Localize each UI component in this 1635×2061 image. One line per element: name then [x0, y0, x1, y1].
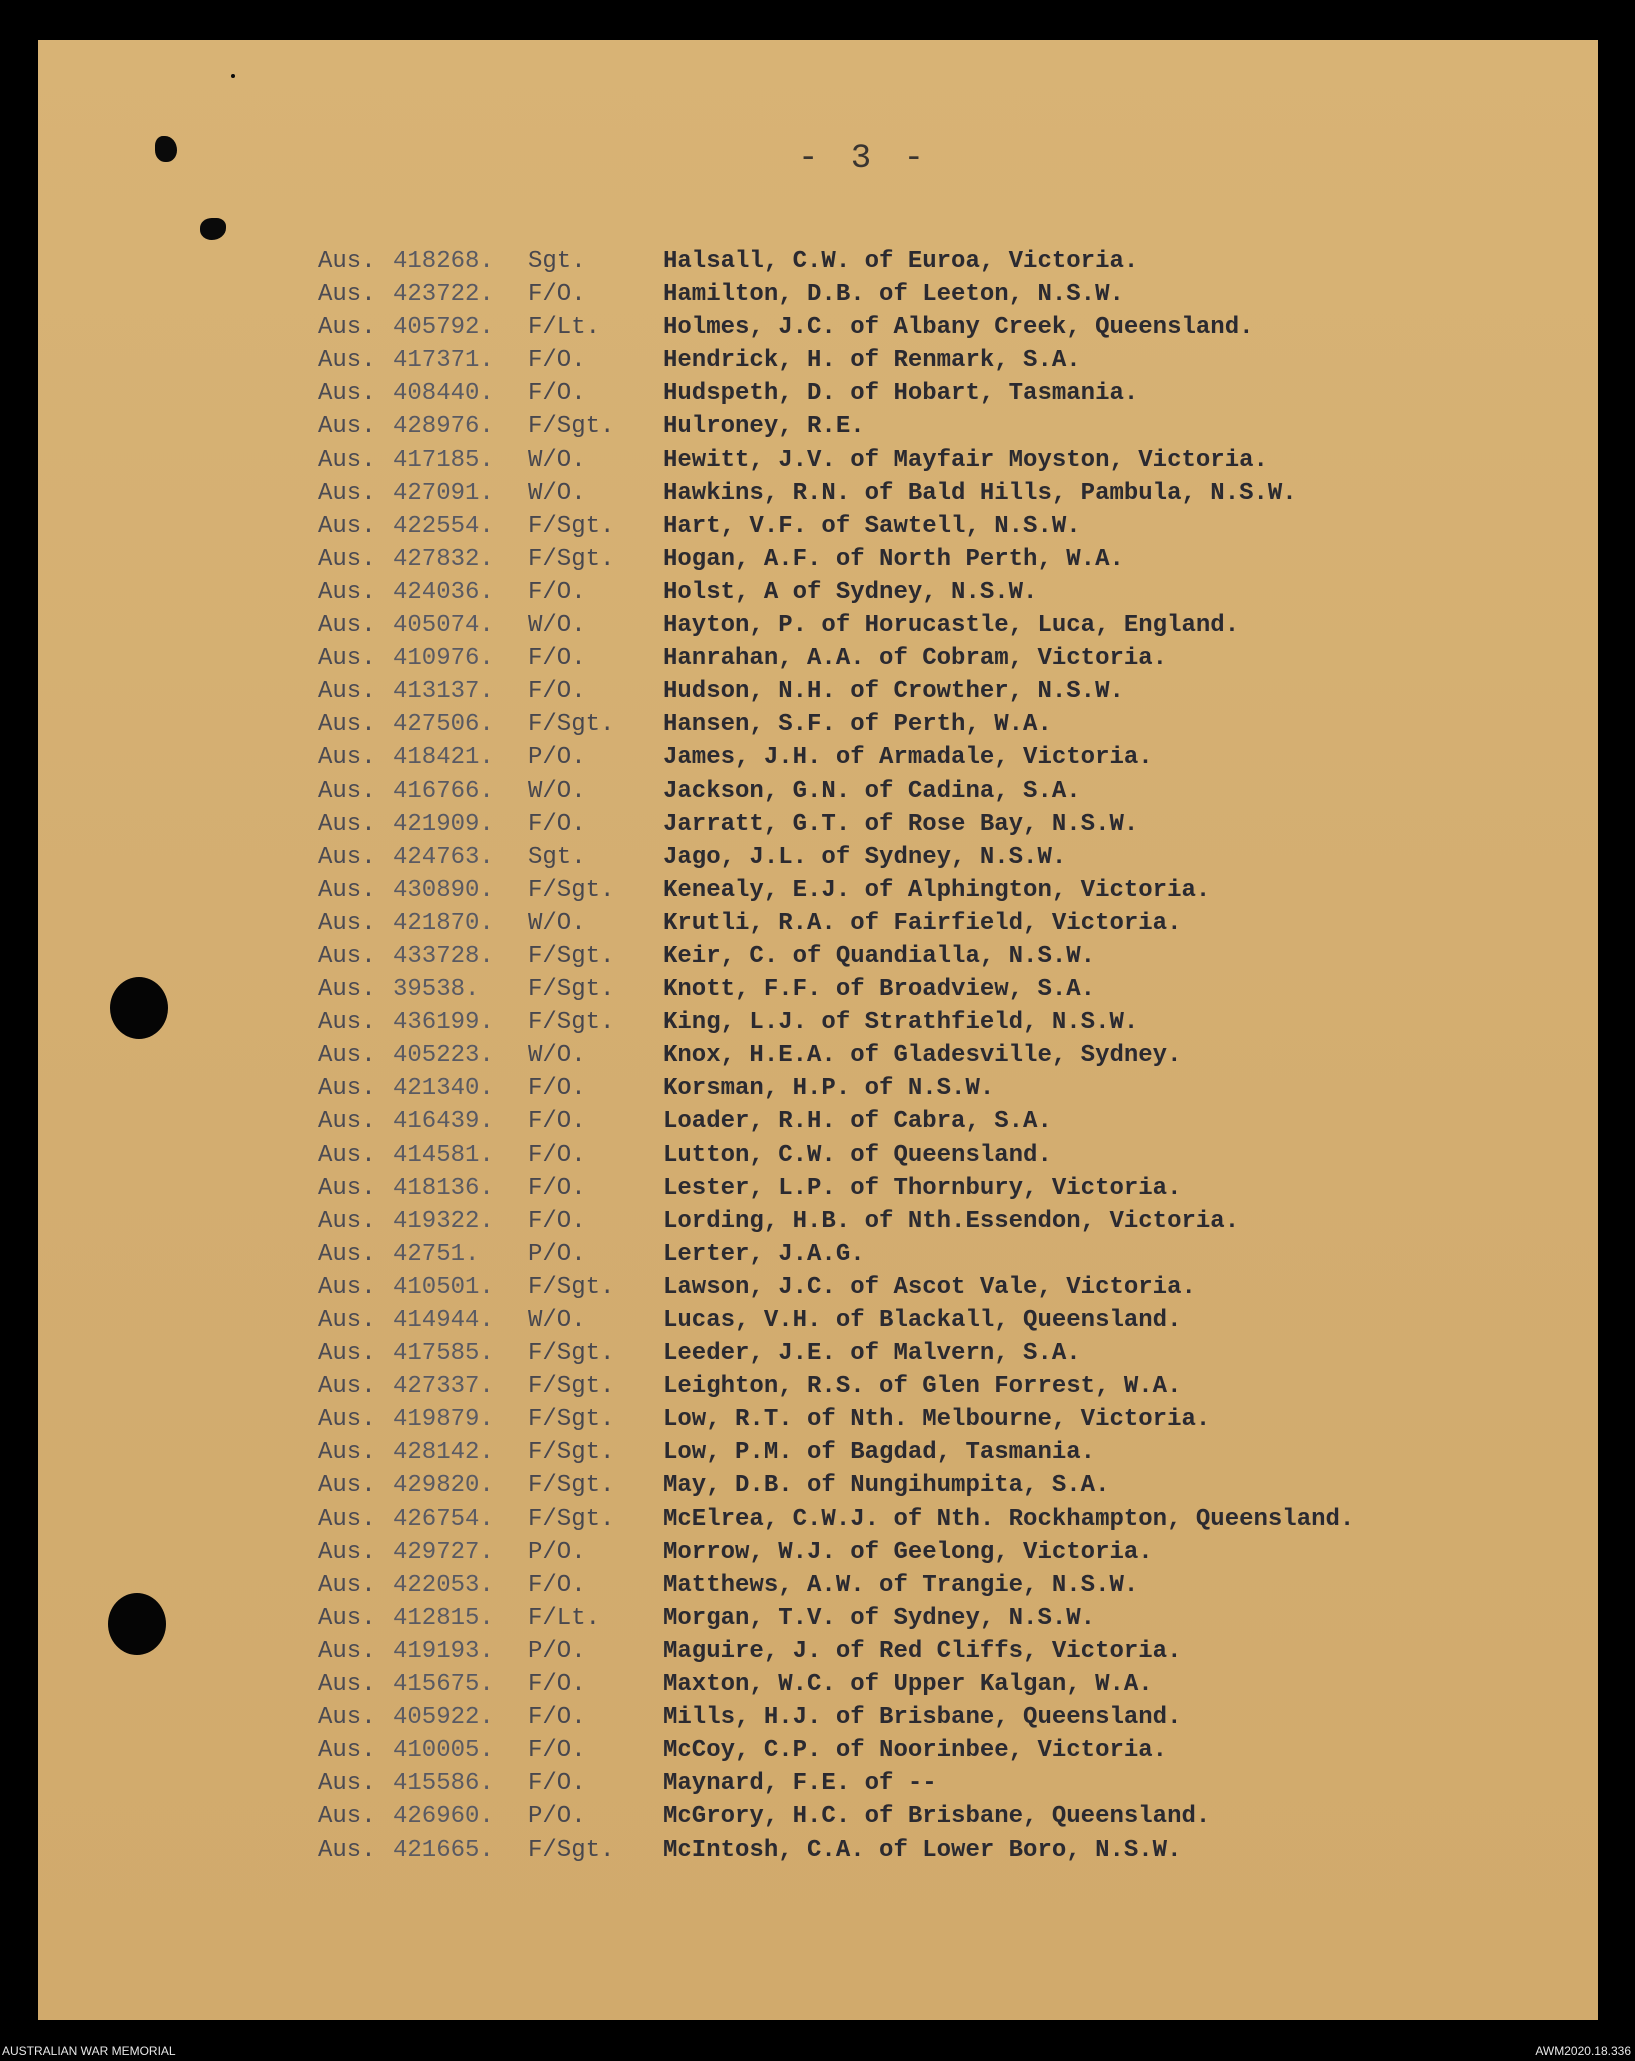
- member-name-origin: Maynard, F.E. of --: [663, 1770, 937, 1798]
- roster-row: [38, 1006, 1598, 1039]
- member-name-origin: Hogan, A.F. of North Perth, W.A.: [663, 545, 1124, 573]
- service-number: 427832.: [393, 545, 494, 573]
- service-prefix: Aus.: [318, 1803, 376, 1831]
- rank: F/Sgt.: [528, 1406, 615, 1434]
- service-prefix: Aus.: [318, 711, 376, 739]
- service-number: 421665.: [393, 1836, 494, 1864]
- member-name-origin: Hawkins, R.N. of Bald Hills, Pambula, N.S.W.: [663, 479, 1297, 507]
- roster-row: [38, 808, 1598, 841]
- service-prefix: Aus.: [318, 578, 376, 606]
- archive-credit: AUSTRALIAN WAR MEMORIAL: [2, 2044, 176, 2058]
- archive-reference: AWM2020.18.336: [1535, 2044, 1631, 2058]
- service-number: 419879.: [393, 1406, 494, 1434]
- rank: F/O.: [528, 1571, 586, 1599]
- service-number: 414581.: [393, 1141, 494, 1169]
- rank: F/O.: [528, 1141, 586, 1169]
- member-name-origin: McGrory, H.C. of Brisbane, Queensland.: [663, 1803, 1211, 1831]
- roster-row: [38, 1370, 1598, 1403]
- roster-row: [38, 642, 1598, 675]
- rank: F/O.: [528, 645, 586, 673]
- member-name-origin: Lawson, J.C. of Ascot Vale, Victoria.: [663, 1273, 1196, 1301]
- member-name-origin: Krutli, R.A. of Fairfield, Victoria.: [663, 909, 1182, 937]
- service-number: 410501.: [393, 1273, 494, 1301]
- roster-row: [38, 1304, 1598, 1337]
- member-name-origin: Lester, L.P. of Thornbury, Victoria.: [663, 1174, 1182, 1202]
- service-number: 405922.: [393, 1704, 494, 1732]
- member-name-origin: Hansen, S.F. of Perth, W.A.: [663, 711, 1052, 739]
- roster-row: [38, 741, 1598, 774]
- service-prefix: Aus.: [318, 1604, 376, 1632]
- roster-row: [38, 576, 1598, 609]
- service-prefix: Aus.: [318, 876, 376, 904]
- service-prefix: Aus.: [318, 1770, 376, 1798]
- service-prefix: Aus.: [318, 1273, 376, 1301]
- rank: F/O.: [528, 1207, 586, 1235]
- rank: F/O.: [528, 281, 586, 309]
- roster-row: [38, 410, 1598, 443]
- roster-row: [38, 907, 1598, 940]
- rank: W/O.: [528, 612, 586, 640]
- paper-page: [38, 40, 1598, 2020]
- roster-row: [38, 1834, 1598, 1867]
- rank: P/O.: [528, 1538, 586, 1566]
- service-number: 417371.: [393, 347, 494, 375]
- rank: F/O.: [528, 1770, 586, 1798]
- rank: W/O.: [528, 479, 586, 507]
- service-number: 413137.: [393, 678, 494, 706]
- service-prefix: Aus.: [318, 347, 376, 375]
- roster-row: [38, 1635, 1598, 1668]
- service-prefix: Aus.: [318, 1207, 376, 1235]
- member-name-origin: Maguire, J. of Red Cliffs, Victoria.: [663, 1637, 1182, 1665]
- service-prefix: Aus.: [318, 645, 376, 673]
- service-prefix: Aus.: [318, 413, 376, 441]
- member-name-origin: May, D.B. of Nungihumpita, S.A.: [663, 1472, 1110, 1500]
- service-number: 408440.: [393, 380, 494, 408]
- roster-row: [38, 1503, 1598, 1536]
- service-number: 426754.: [393, 1505, 494, 1533]
- member-name-origin: Leeder, J.E. of Malvern, S.A.: [663, 1340, 1081, 1368]
- service-number: 405074.: [393, 612, 494, 640]
- member-name-origin: Kenealy, E.J. of Alphington, Victoria.: [663, 876, 1211, 904]
- roster-row: [38, 775, 1598, 808]
- roster-row: [38, 311, 1598, 344]
- service-number: 416439.: [393, 1108, 494, 1136]
- roster-row: [38, 477, 1598, 510]
- service-number: 427337.: [393, 1373, 494, 1401]
- service-number: 412815.: [393, 1604, 494, 1632]
- service-number: 415675.: [393, 1671, 494, 1699]
- rank: P/O.: [528, 1637, 586, 1665]
- roster-row: [38, 1734, 1598, 1767]
- roster-list: [38, 245, 1598, 1867]
- service-number: 424036.: [393, 578, 494, 606]
- service-prefix: Aus.: [318, 314, 376, 342]
- service-prefix: Aus.: [318, 1505, 376, 1533]
- rank: F/Sgt.: [528, 413, 615, 441]
- roster-row: [38, 1569, 1598, 1602]
- rank: P/O.: [528, 744, 586, 772]
- member-name-origin: Morgan, T.V. of Sydney, N.S.W.: [663, 1604, 1096, 1632]
- member-name-origin: Jackson, G.N. of Cadina, S.A.: [663, 777, 1081, 805]
- service-prefix: Aus.: [318, 380, 376, 408]
- member-name-origin: Hewitt, J.V. of Mayfair Moyston, Victoria.: [663, 446, 1268, 474]
- paper-tear-mark: [155, 136, 177, 162]
- rank: F/O.: [528, 578, 586, 606]
- service-number: 436199.: [393, 1009, 494, 1037]
- service-prefix: Aus.: [318, 1737, 376, 1765]
- roster-row: [38, 1072, 1598, 1105]
- service-number: 424763.: [393, 843, 494, 871]
- rank: W/O.: [528, 1042, 586, 1070]
- rank: F/Lt.: [528, 1604, 601, 1632]
- roster-row: [38, 510, 1598, 543]
- rank: F/Sgt.: [528, 1439, 615, 1467]
- roster-row: [38, 708, 1598, 741]
- service-number: 419322.: [393, 1207, 494, 1235]
- roster-row: [38, 1800, 1598, 1833]
- member-name-origin: Morrow, W.J. of Geelong, Victoria.: [663, 1538, 1153, 1566]
- rank: F/Sgt.: [528, 1505, 615, 1533]
- member-name-origin: Knox, H.E.A. of Gladesville, Sydney.: [663, 1042, 1182, 1070]
- rank: Sgt.: [528, 248, 586, 275]
- member-name-origin: Jago, J.L. of Sydney, N.S.W.: [663, 843, 1067, 871]
- service-prefix: Aus.: [318, 1538, 376, 1566]
- roster-row: [38, 1105, 1598, 1138]
- roster-row: [38, 940, 1598, 973]
- service-prefix: Aus.: [318, 1571, 376, 1599]
- rank: F/Sgt.: [528, 1836, 615, 1864]
- rank: F/Sgt.: [528, 1373, 615, 1401]
- service-prefix: Aus.: [318, 1406, 376, 1434]
- service-number: 426960.: [393, 1803, 494, 1831]
- service-number: 39538.: [393, 976, 480, 1004]
- punch-hole: [110, 977, 168, 1039]
- roster-row: [38, 1767, 1598, 1800]
- member-name-origin: Maxton, W.C. of Upper Kalgan, W.A.: [663, 1671, 1153, 1699]
- roster-row: [38, 344, 1598, 377]
- service-prefix: Aus.: [318, 1042, 376, 1070]
- rank: F/Sgt.: [528, 545, 615, 573]
- service-prefix: Aus.: [318, 1009, 376, 1037]
- rank: F/O.: [528, 1737, 586, 1765]
- service-number: 405792.: [393, 314, 494, 342]
- service-prefix: Aus.: [318, 1373, 376, 1401]
- member-name-origin: Holmes, J.C. of Albany Creek, Queensland.: [663, 314, 1254, 342]
- service-prefix: Aus.: [318, 810, 376, 838]
- service-number: 421909.: [393, 810, 494, 838]
- rank: W/O.: [528, 909, 586, 937]
- roster-row: [38, 1469, 1598, 1502]
- service-number: 417585.: [393, 1340, 494, 1368]
- rank: F/O.: [528, 810, 586, 838]
- member-name-origin: Lerter, J.A.G.: [663, 1240, 865, 1268]
- rank: F/Sgt.: [528, 976, 615, 1004]
- service-prefix: Aus.: [318, 612, 376, 640]
- service-prefix: Aus.: [318, 1240, 376, 1268]
- rank: F/Sgt.: [528, 876, 615, 904]
- member-name-origin: James, J.H. of Armadale, Victoria.: [663, 744, 1153, 772]
- member-name-origin: McIntosh, C.A. of Lower Boro, N.S.W.: [663, 1836, 1182, 1864]
- service-number: 415586.: [393, 1770, 494, 1798]
- service-prefix: Aus.: [318, 744, 376, 772]
- rank: W/O.: [528, 1307, 586, 1334]
- service-number: 419193.: [393, 1637, 494, 1665]
- service-prefix: Aus.: [318, 1704, 376, 1732]
- service-prefix: Aus.: [318, 1075, 376, 1103]
- rank: F/O.: [528, 1174, 586, 1202]
- roster-row: [38, 543, 1598, 576]
- service-number: 433728.: [393, 942, 494, 970]
- roster-row: [38, 1602, 1598, 1635]
- service-number: 405223.: [393, 1042, 494, 1070]
- roster-row: [38, 675, 1598, 708]
- service-number: 428142.: [393, 1439, 494, 1467]
- roster-row: [38, 1701, 1598, 1734]
- service-prefix: Aus.: [318, 1637, 376, 1665]
- service-prefix: Aus.: [318, 1340, 376, 1368]
- roster-row: [38, 973, 1598, 1006]
- roster-row: [38, 444, 1598, 477]
- rank: F/Sgt.: [528, 711, 615, 739]
- member-name-origin: Low, R.T. of Nth. Melbourne, Victoria.: [663, 1406, 1211, 1434]
- rank: F/Lt.: [528, 314, 601, 342]
- member-name-origin: Lucas, V.H. of Blackall, Queensland.: [663, 1307, 1182, 1334]
- member-name-origin: Knott, F.F. of Broadview, S.A.: [663, 976, 1096, 1004]
- member-name-origin: Low, P.M. of Bagdad, Tasmania.: [663, 1439, 1096, 1467]
- service-number: 410976.: [393, 645, 494, 673]
- service-prefix: Aus.: [318, 1141, 376, 1169]
- service-number: 427091.: [393, 479, 494, 507]
- service-number: 421870.: [393, 909, 494, 937]
- roster-row: [38, 874, 1598, 907]
- member-name-origin: Hudspeth, D. of Hobart, Tasmania.: [663, 380, 1139, 408]
- roster-row: [38, 1238, 1598, 1271]
- service-number: 430890.: [393, 876, 494, 904]
- member-name-origin: Hulroney, R.E.: [663, 413, 865, 441]
- member-name-origin: Jarratt, G.T. of Rose Bay, N.S.W.: [663, 810, 1139, 838]
- service-number: 42751.: [393, 1240, 480, 1268]
- rank: F/O.: [528, 347, 586, 375]
- roster-row: [38, 841, 1598, 874]
- service-prefix: Aus.: [318, 1836, 376, 1864]
- service-number: 410005.: [393, 1737, 494, 1765]
- service-number: 423722.: [393, 281, 494, 309]
- member-name-origin: Hart, V.F. of Sawtell, N.S.W.: [663, 512, 1081, 540]
- rank: W/O.: [528, 446, 586, 474]
- rank: F/Sgt.: [528, 1340, 615, 1368]
- member-name-origin: Halsall, C.W. of Euroa, Victoria.: [663, 248, 1139, 275]
- roster-row: [38, 1436, 1598, 1469]
- service-number: 429727.: [393, 1538, 494, 1566]
- roster-row: [38, 1337, 1598, 1370]
- service-prefix: Aus.: [318, 248, 376, 275]
- rank: P/O.: [528, 1240, 586, 1268]
- service-prefix: Aus.: [318, 1671, 376, 1699]
- member-name-origin: Hendrick, H. of Renmark, S.A.: [663, 347, 1081, 375]
- rank: W/O.: [528, 777, 586, 805]
- rank: F/Sgt.: [528, 1472, 615, 1500]
- rank: F/O.: [528, 1075, 586, 1103]
- service-prefix: Aus.: [318, 843, 376, 871]
- service-prefix: Aus.: [318, 909, 376, 937]
- rank: F/O.: [528, 1704, 586, 1732]
- service-number: 422554.: [393, 512, 494, 540]
- member-name-origin: Hayton, P. of Horucastle, Luca, England.: [663, 612, 1240, 640]
- rank: F/O.: [528, 1108, 586, 1136]
- member-name-origin: Korsman, H.P. of N.S.W.: [663, 1075, 995, 1103]
- service-prefix: Aus.: [318, 678, 376, 706]
- punch-hole: [108, 1593, 166, 1655]
- roster-row: [38, 1172, 1598, 1205]
- service-prefix: Aus.: [318, 942, 376, 970]
- service-prefix: Aus.: [318, 512, 376, 540]
- member-name-origin: Keir, C. of Quandialla, N.S.W.: [663, 942, 1096, 970]
- service-number: 429820.: [393, 1472, 494, 1500]
- service-prefix: Aus.: [318, 446, 376, 474]
- rank: F/O.: [528, 380, 586, 408]
- roster-row: [38, 609, 1598, 642]
- rank: F/O.: [528, 1671, 586, 1699]
- service-prefix: Aus.: [318, 1108, 376, 1136]
- member-name-origin: Mills, H.J. of Brisbane, Queensland.: [663, 1704, 1182, 1732]
- service-prefix: Aus.: [318, 1439, 376, 1467]
- service-prefix: Aus.: [318, 1307, 376, 1334]
- member-name-origin: McElrea, C.W.J. of Nth. Rockhampton, Queensland.: [663, 1505, 1355, 1533]
- service-number: 427506.: [393, 711, 494, 739]
- roster-row: [38, 1668, 1598, 1701]
- rank: F/Sgt.: [528, 512, 615, 540]
- member-name-origin: Hanrahan, A.A. of Cobram, Victoria.: [663, 645, 1168, 673]
- member-name-origin: Lording, H.B. of Nth.Essendon, Victoria.: [663, 1207, 1240, 1235]
- service-number: 418268.: [393, 248, 494, 275]
- member-name-origin: McCoy, C.P. of Noorinbee, Victoria.: [663, 1737, 1168, 1765]
- roster-row: [38, 1139, 1598, 1172]
- service-prefix: Aus.: [318, 545, 376, 573]
- rank: Sgt.: [528, 843, 586, 871]
- service-number: 418136.: [393, 1174, 494, 1202]
- roster-row: [38, 1403, 1598, 1436]
- member-name-origin: King, L.J. of Strathfield, N.S.W.: [663, 1009, 1139, 1037]
- service-prefix: Aus.: [318, 479, 376, 507]
- paper-tear-mark: [231, 74, 235, 78]
- roster-row: [38, 1039, 1598, 1072]
- rank: F/Sgt.: [528, 942, 615, 970]
- service-number: 417185.: [393, 446, 494, 474]
- member-name-origin: Lutton, C.W. of Queensland.: [663, 1141, 1052, 1169]
- rank: F/Sgt.: [528, 1273, 615, 1301]
- service-number: 418421.: [393, 744, 494, 772]
- service-number: 421340.: [393, 1075, 494, 1103]
- service-prefix: Aus.: [318, 1174, 376, 1202]
- rank: F/O.: [528, 678, 586, 706]
- service-prefix: Aus.: [318, 281, 376, 309]
- member-name-origin: Loader, R.H. of Cabra, S.A.: [663, 1108, 1052, 1136]
- roster-row: [38, 245, 1598, 278]
- rank: F/Sgt.: [528, 1009, 615, 1037]
- member-name-origin: Hamilton, D.B. of Leeton, N.S.W.: [663, 281, 1124, 309]
- service-prefix: Aus.: [318, 1472, 376, 1500]
- service-prefix: Aus.: [318, 976, 376, 1004]
- roster-row: [38, 278, 1598, 311]
- roster-row: [38, 1205, 1598, 1238]
- member-name-origin: Hudson, N.H. of Crowther, N.S.W.: [663, 678, 1124, 706]
- service-prefix: Aus.: [318, 777, 376, 805]
- service-number: 416766.: [393, 777, 494, 805]
- member-name-origin: Leighton, R.S. of Glen Forrest, W.A.: [663, 1373, 1182, 1401]
- rank: P/O.: [528, 1803, 586, 1831]
- member-name-origin: Holst, A of Sydney, N.S.W.: [663, 578, 1038, 606]
- roster-row: [38, 377, 1598, 410]
- page-number: - 3 -: [798, 140, 931, 178]
- member-name-origin: Matthews, A.W. of Trangie, N.S.W.: [663, 1571, 1139, 1599]
- service-number: 428976.: [393, 413, 494, 441]
- roster-row: [38, 1536, 1598, 1569]
- service-number: 414944.: [393, 1307, 494, 1334]
- roster-row: [38, 1271, 1598, 1304]
- service-number: 422053.: [393, 1571, 494, 1599]
